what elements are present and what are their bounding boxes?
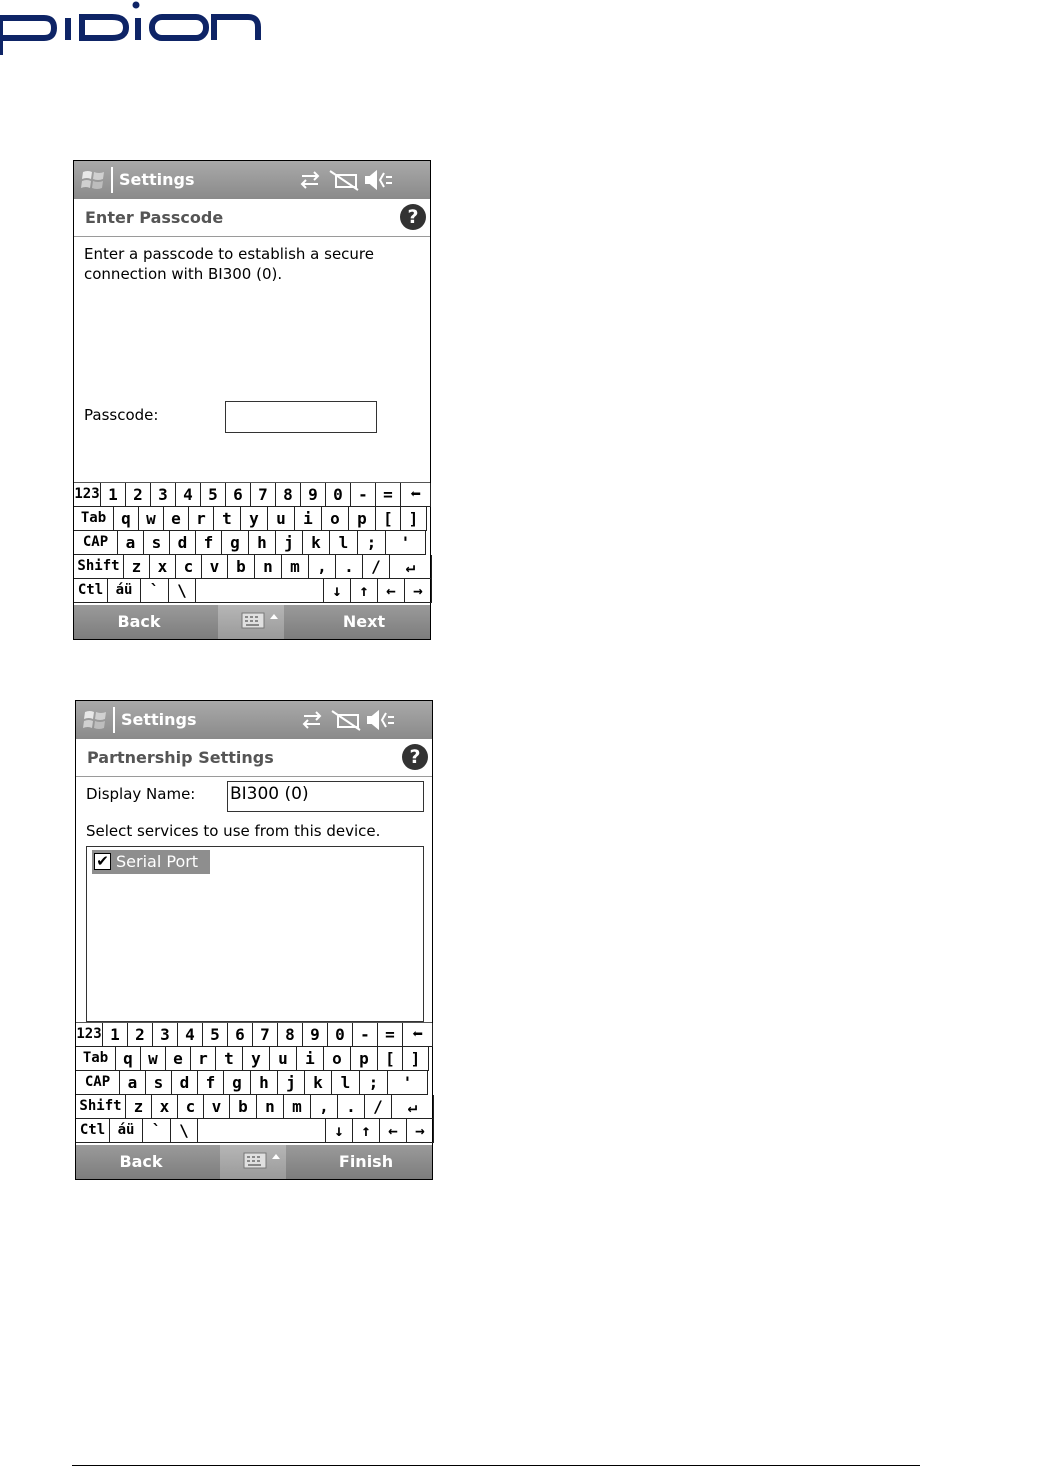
title-separator — [113, 707, 115, 733]
key-2[interactable]: 2 — [126, 483, 151, 507]
pidion-logo — [0, 0, 262, 58]
partnership-settings-screen — [75, 700, 433, 1180]
display-name-input[interactable]: BI300 (0) — [227, 781, 424, 812]
key-w[interactable]: w — [141, 1047, 166, 1071]
back-button[interactable]: Back — [119, 1152, 163, 1171]
key-`[interactable]: ` — [143, 1119, 171, 1143]
key-\[interactable]: \ — [171, 1119, 198, 1143]
status-icons — [300, 169, 396, 191]
key-q[interactable]: q — [114, 507, 139, 531]
key-/[interactable]: / — [363, 555, 390, 579]
windows-flag-icon[interactable] — [80, 168, 106, 192]
checkmark-icon: ✔ — [96, 852, 109, 870]
key-\[interactable]: \ — [169, 579, 196, 603]
key-4[interactable]: 4 — [176, 483, 201, 507]
services-prompt: Select services to use from this device. — [86, 822, 381, 840]
key-m[interactable]: m — [284, 1095, 311, 1119]
key-5[interactable]: 5 — [201, 483, 226, 507]
title-bar — [74, 161, 430, 200]
key-][interactable]: ] — [401, 507, 427, 531]
header-bar — [76, 739, 432, 777]
menu-bar — [74, 605, 430, 639]
key-Tab[interactable]: Tab — [76, 1047, 116, 1071]
menu-bar — [76, 1145, 432, 1179]
passcode-input[interactable] — [225, 401, 377, 433]
key-q[interactable]: q — [116, 1047, 141, 1071]
key-5[interactable]: 5 — [203, 1023, 228, 1047]
key-.[interactable]: . — [336, 555, 363, 579]
key-2[interactable]: 2 — [128, 1023, 153, 1047]
key--[interactable]: - — [353, 1023, 378, 1047]
arrow-down-key[interactable]: ↓ — [324, 579, 351, 603]
key-0[interactable]: 0 — [326, 483, 351, 507]
space-key[interactable] — [198, 1119, 326, 1143]
key-z[interactable]: z — [126, 1095, 152, 1119]
key-o[interactable]: o — [324, 1047, 351, 1071]
key-'[interactable]: ' — [386, 531, 426, 555]
footer-rule — [72, 1465, 920, 1466]
key-Ctl[interactable]: Ctl — [76, 1119, 110, 1143]
key-s[interactable]: s — [144, 531, 170, 555]
key-f[interactable]: f — [198, 1071, 224, 1095]
key-d[interactable]: d — [172, 1071, 198, 1095]
key-6[interactable]: 6 — [226, 483, 251, 507]
keyboard-row4 — [76, 1095, 432, 1119]
arrow-up-key[interactable]: ↑ — [351, 579, 378, 603]
key-i[interactable]: i — [297, 1047, 324, 1071]
key-j[interactable]: j — [278, 1071, 305, 1095]
space-key[interactable] — [196, 579, 324, 603]
page-title: Partnership Settings — [87, 748, 274, 767]
key-7[interactable]: 7 — [251, 483, 276, 507]
back-button[interactable]: Back — [117, 612, 161, 631]
service-checkbox[interactable] — [94, 853, 111, 870]
keyboard-row3 — [76, 1071, 432, 1095]
arrow-down-key[interactable]: ↓ — [326, 1119, 353, 1143]
page-title: Enter Passcode — [85, 208, 224, 227]
key-0[interactable]: 0 — [328, 1023, 353, 1047]
key-1[interactable]: 1 — [103, 1023, 128, 1047]
key-v[interactable]: v — [204, 1095, 230, 1119]
keyboard-row5 — [76, 1119, 432, 1143]
key-c[interactable]: c — [178, 1095, 204, 1119]
key-6[interactable]: 6 — [228, 1023, 253, 1047]
key-8[interactable]: 8 — [276, 483, 301, 507]
key-u[interactable]: u — [268, 507, 295, 531]
key-s[interactable]: s — [146, 1071, 172, 1095]
key-a[interactable]: a — [118, 531, 144, 555]
key-p[interactable]: p — [349, 507, 376, 531]
key-j[interactable]: j — [276, 531, 303, 555]
key-w[interactable]: w — [139, 507, 164, 531]
key-;[interactable]: ; — [358, 531, 386, 555]
key-p[interactable]: p — [351, 1047, 378, 1071]
key-[[interactable]: [ — [376, 507, 401, 531]
key-Shift[interactable]: Shift — [76, 1095, 126, 1119]
key-n[interactable]: n — [257, 1095, 284, 1119]
key-t[interactable]: t — [216, 1047, 243, 1071]
key--[interactable]: - — [351, 483, 376, 507]
key-v[interactable]: v — [202, 555, 228, 579]
help-icon[interactable]: ? — [402, 744, 428, 770]
soft-keyboard — [76, 1022, 432, 1147]
keyboard-row5 — [74, 579, 430, 603]
key-CAP[interactable]: CAP — [76, 1071, 120, 1095]
key-k[interactable]: k — [303, 531, 330, 555]
title-separator — [111, 167, 113, 193]
key-i[interactable]: i — [295, 507, 322, 531]
key-,[interactable]: , — [309, 555, 336, 579]
key-n[interactable]: n — [255, 555, 282, 579]
key-t[interactable]: t — [214, 507, 241, 531]
key-f[interactable]: f — [196, 531, 222, 555]
key-4[interactable]: 4 — [178, 1023, 203, 1047]
key-b[interactable]: b — [228, 555, 255, 579]
backspace-key[interactable]: ⬅ — [403, 1023, 433, 1047]
arrow-right-key[interactable]: → — [405, 579, 432, 603]
key-3[interactable]: 3 — [151, 483, 176, 507]
key-r[interactable]: r — [191, 1047, 216, 1071]
keyboard-row4 — [74, 555, 430, 579]
key-y[interactable]: y — [241, 507, 268, 531]
key-123[interactable]: 123 — [74, 483, 101, 507]
key-=[interactable]: = — [376, 483, 401, 507]
battery-icon — [332, 711, 360, 730]
key-x[interactable]: x — [152, 1095, 178, 1119]
key-x[interactable]: x — [150, 555, 176, 579]
keyboard-row3 — [74, 531, 430, 555]
key-u[interactable]: u — [270, 1047, 297, 1071]
connectivity-icon — [304, 712, 320, 728]
key-y[interactable]: y — [243, 1047, 270, 1071]
key-[[interactable]: [ — [378, 1047, 403, 1071]
arrow-up-key[interactable]: ↑ — [353, 1119, 380, 1143]
key-d[interactable]: d — [170, 531, 196, 555]
key-Tab[interactable]: Tab — [74, 507, 114, 531]
key-áü[interactable]: áü — [108, 579, 141, 603]
arrow-left-key[interactable]: ← — [380, 1119, 407, 1143]
arrow-right-key[interactable]: → — [407, 1119, 434, 1143]
soft-keyboard — [74, 482, 430, 607]
speaker-icon — [366, 172, 392, 188]
key-h[interactable]: h — [249, 531, 276, 555]
keyboard-row2 — [74, 507, 430, 531]
key-g[interactable]: g — [222, 531, 249, 555]
key-;[interactable]: ; — [360, 1071, 388, 1095]
passcode-label: Passcode: — [84, 406, 159, 424]
keyboard-icon — [218, 605, 284, 639]
key-8[interactable]: 8 — [278, 1023, 303, 1047]
keyboard-row2 — [76, 1047, 432, 1071]
display-name-label: Display Name: — [86, 785, 196, 803]
title-bar — [76, 701, 432, 740]
keyboard-row1 — [76, 1023, 432, 1047]
key-g[interactable]: g — [224, 1071, 251, 1095]
key-Shift[interactable]: Shift — [74, 555, 124, 579]
list-item[interactable] — [92, 850, 210, 874]
connectivity-icon — [302, 172, 318, 188]
key-7[interactable]: 7 — [253, 1023, 278, 1047]
backspace-key[interactable]: ⬅ — [401, 483, 431, 507]
enter-passcode-screen — [73, 160, 431, 640]
key-b[interactable]: b — [230, 1095, 257, 1119]
enter-key[interactable]: ↵ — [390, 555, 432, 579]
key-`[interactable]: ` — [141, 579, 169, 603]
instructions-line-2: connection with BI300 (0). — [84, 265, 283, 283]
key-.[interactable]: . — [338, 1095, 365, 1119]
input-panel-button[interactable] — [220, 1145, 286, 1179]
key-áü[interactable]: áü — [110, 1119, 143, 1143]
keyboard-row1 — [74, 483, 430, 507]
enter-key[interactable]: ↵ — [392, 1095, 434, 1119]
service-label: Serial Port — [116, 852, 199, 871]
key-h[interactable]: h — [251, 1071, 278, 1095]
key-e[interactable]: e — [166, 1047, 191, 1071]
key-9[interactable]: 9 — [301, 483, 326, 507]
key-e[interactable]: e — [164, 507, 189, 531]
key-CAP[interactable]: CAP — [74, 531, 118, 555]
key-Ctl[interactable]: Ctl — [74, 579, 108, 603]
key-9[interactable]: 9 — [303, 1023, 328, 1047]
key-l[interactable]: l — [332, 1071, 360, 1095]
status-icons — [302, 709, 398, 731]
arrow-left-key[interactable]: ← — [378, 579, 405, 603]
key-o[interactable]: o — [322, 507, 349, 531]
window-title: Settings — [121, 710, 197, 729]
help-icon[interactable]: ? — [400, 204, 426, 230]
header-bar — [74, 199, 430, 237]
key-3[interactable]: 3 — [153, 1023, 178, 1047]
next-button[interactable]: Next — [342, 612, 386, 631]
key-r[interactable]: r — [189, 507, 214, 531]
key-z[interactable]: z — [124, 555, 150, 579]
key-'[interactable]: ' — [388, 1071, 428, 1095]
key-=[interactable]: = — [378, 1023, 403, 1047]
key-,[interactable]: , — [311, 1095, 338, 1119]
speaker-icon — [368, 712, 394, 728]
instructions-line-1: Enter a passcode to establish a secure — [84, 245, 374, 263]
battery-icon — [330, 171, 358, 190]
windows-flag-icon[interactable] — [82, 708, 108, 732]
key-c[interactable]: c — [176, 555, 202, 579]
input-panel-button[interactable] — [218, 605, 284, 639]
key-a[interactable]: a — [120, 1071, 146, 1095]
window-title: Settings — [119, 170, 195, 189]
keyboard-icon — [220, 1145, 286, 1179]
finish-button[interactable]: Finish — [338, 1152, 394, 1171]
key-l[interactable]: l — [330, 531, 358, 555]
key-m[interactable]: m — [282, 555, 309, 579]
key-1[interactable]: 1 — [101, 483, 126, 507]
services-list — [86, 846, 424, 1022]
key-][interactable]: ] — [403, 1047, 429, 1071]
key-123[interactable]: 123 — [76, 1023, 103, 1047]
key-/[interactable]: / — [365, 1095, 392, 1119]
key-k[interactable]: k — [305, 1071, 332, 1095]
